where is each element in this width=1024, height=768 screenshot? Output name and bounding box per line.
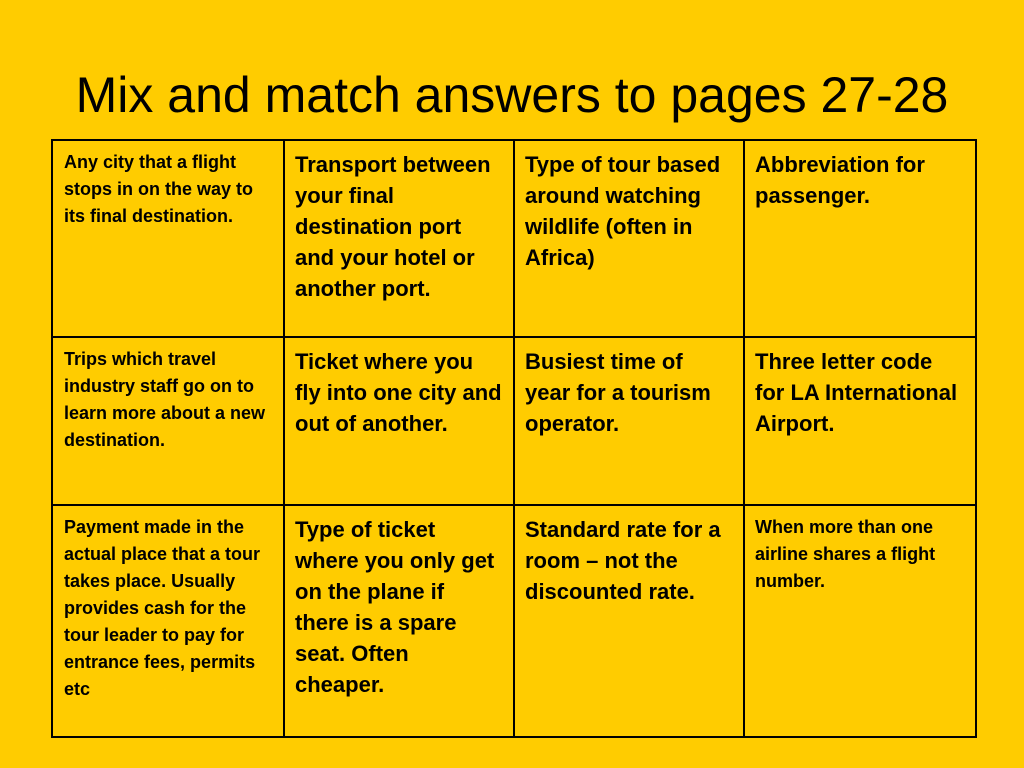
grid-cell-r3-c1: Payment made in the actual place that a tour takes place. Usually provides cash for the tour leader to pay for entrance fees, permits etc <box>52 505 284 737</box>
grid-cell-r1-c1: Any city that a flight stops in on the way to its final destination. <box>52 140 284 337</box>
slide-title: Mix and match answers to pages 27-28 <box>75 67 949 123</box>
grid-row-1 <box>52 140 976 337</box>
grid-cell-r2-c2: Ticket where you fly into one city and out of another. <box>284 337 514 505</box>
grid-row-3 <box>52 505 976 737</box>
grid-cell-r2-c4: Three letter code for LA International Airport. <box>744 337 976 505</box>
grid-cell-r1-c2: Transport between your final destination port and your hotel or another port. <box>284 140 514 337</box>
grid-cell-r1-c4: Abbreviation for passenger. <box>744 140 976 337</box>
grid-cell-r1-c3: Type of tour based around watching wildlife (often in Africa) <box>514 140 744 337</box>
grid-cell-r3-c4: When more than one airline shares a flight number. <box>744 505 976 737</box>
grid-row-2 <box>52 337 976 505</box>
grid-cell-r2-c1: Trips which travel industry staff go on to learn more about a new destination. <box>52 337 284 505</box>
grid-cell-r3-c3: Standard rate for a room – not the discounted rate. <box>514 505 744 737</box>
grid-cell-r3-c2: Type of ticket where you only get on the plane if there is a spare seat. Often cheaper. <box>284 505 514 737</box>
answers-grid <box>51 139 977 738</box>
grid-cell-r2-c3: Busiest time of year for a tourism operator. <box>514 337 744 505</box>
